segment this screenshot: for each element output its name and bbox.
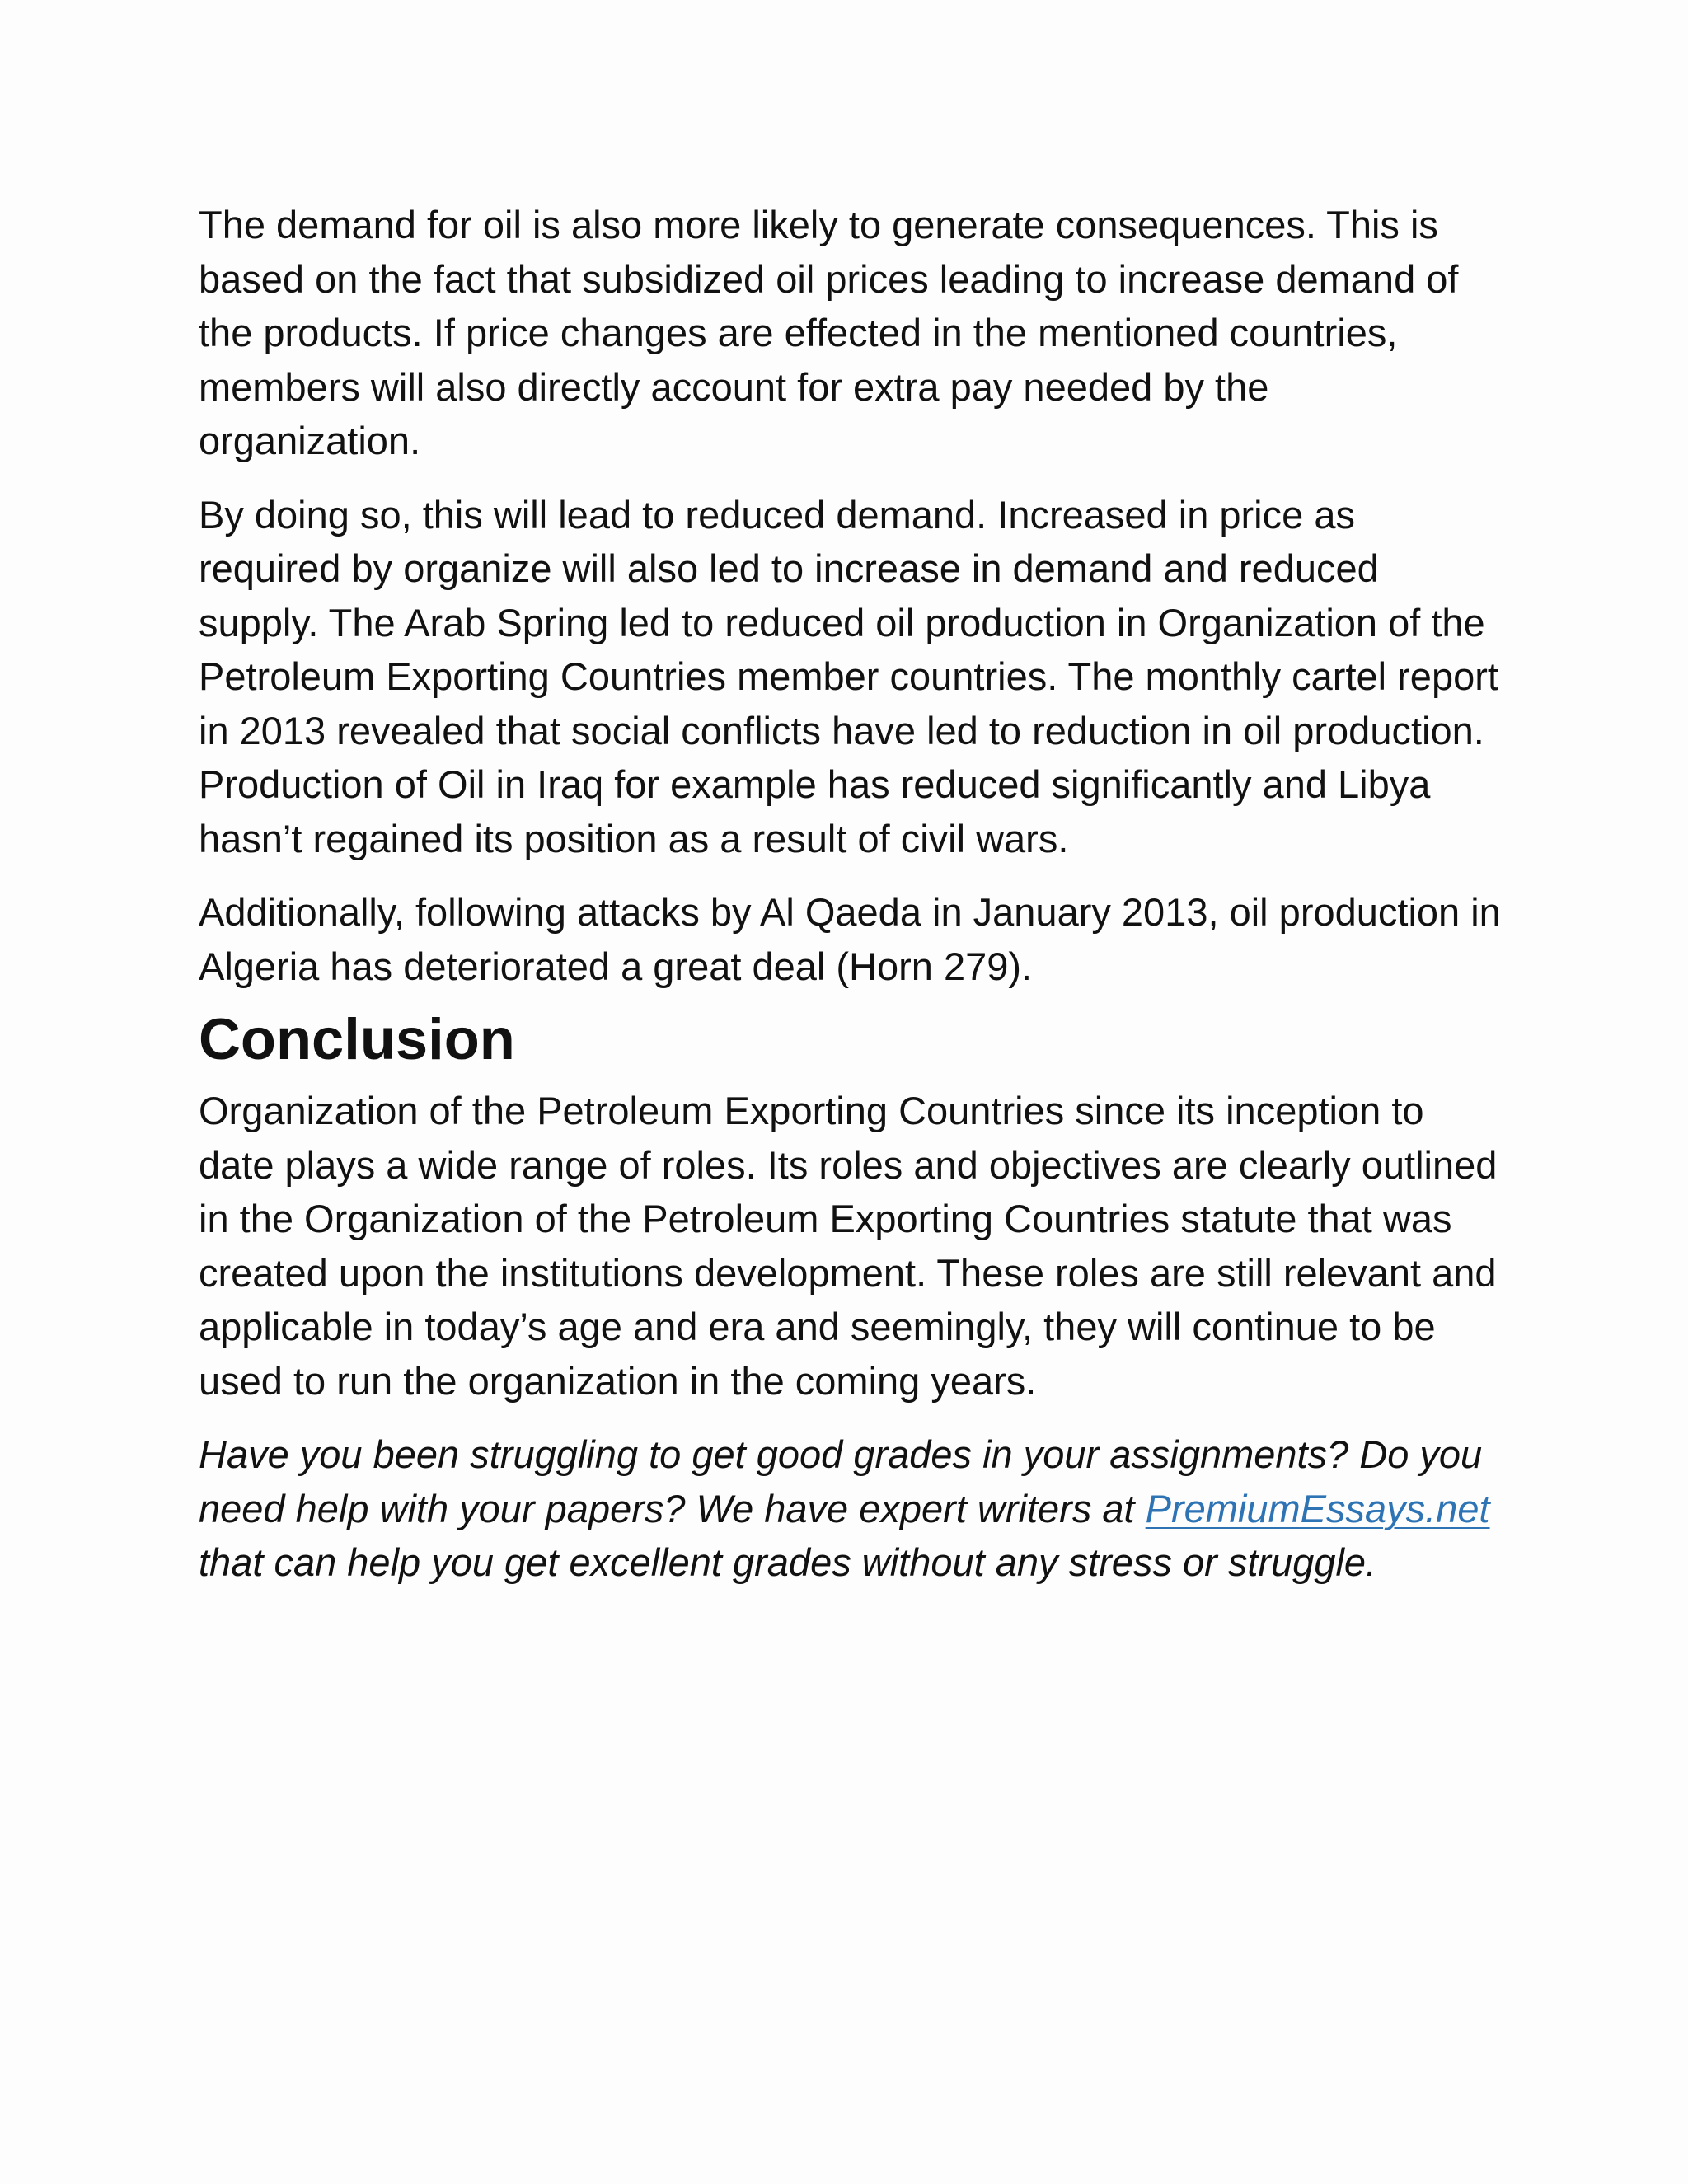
paragraph-reduced-demand: By doing so, this will lead to reduced demand. Increased in price as required by organize will also led to increase in demand and reduced supply. The Arab Spring led to reduced oil production in Organization of the Petroleum Exporting Countries member countries. The monthly cartel report in 2013 revealed that social conflicts have led to reduction in oil production. Production of Oil in Iraq for example has reduced significantly and Libya hasn’t regained its position as a result of civil wars. <box>199 492 1498 860</box>
conclusion-paragraph: Organization of the Petroleum Exporting Countries since its inception to date plays a wide range of roles. Its roles and objectives are clearly outlined in the Organization of the Petroleum Exporting Countries statute that was created upon the institutions development. These roles are still relevant and applicable in today’s age and era and seemingly, they will continue to be used to run the organization in the coming years. <box>199 1089 1498 1403</box>
document-body <box>199 198 1501 1590</box>
premiumessays-link[interactable]: PremiumEssays.net <box>1145 1486 1490 1530</box>
paragraph-oil-demand: The demand for oil is also more likely to generate consequences. This is based on the fact that subsidized oil prices leading to increase demand of the products. If price changes are effected in the mentioned countries, members will also directly account for extra pay needed by the organization. <box>199 203 1459 462</box>
promo-paragraph <box>199 1427 1501 1590</box>
promo-text-before-link: Have you been struggling to get good grades in your assignments? Do you need help with your papers? We have expert writers at <box>199 1432 1483 1530</box>
paragraph-algeria-production: Additionally, following attacks by Al Qaeda in January 2013, oil production in Algeria has deteriorated a great deal (Horn 279). <box>199 890 1501 988</box>
promo-text-after-link: that can help you get excellent grades without any stress or struggle. <box>199 1540 1377 1584</box>
conclusion-heading: Conclusion <box>199 1006 515 1071</box>
